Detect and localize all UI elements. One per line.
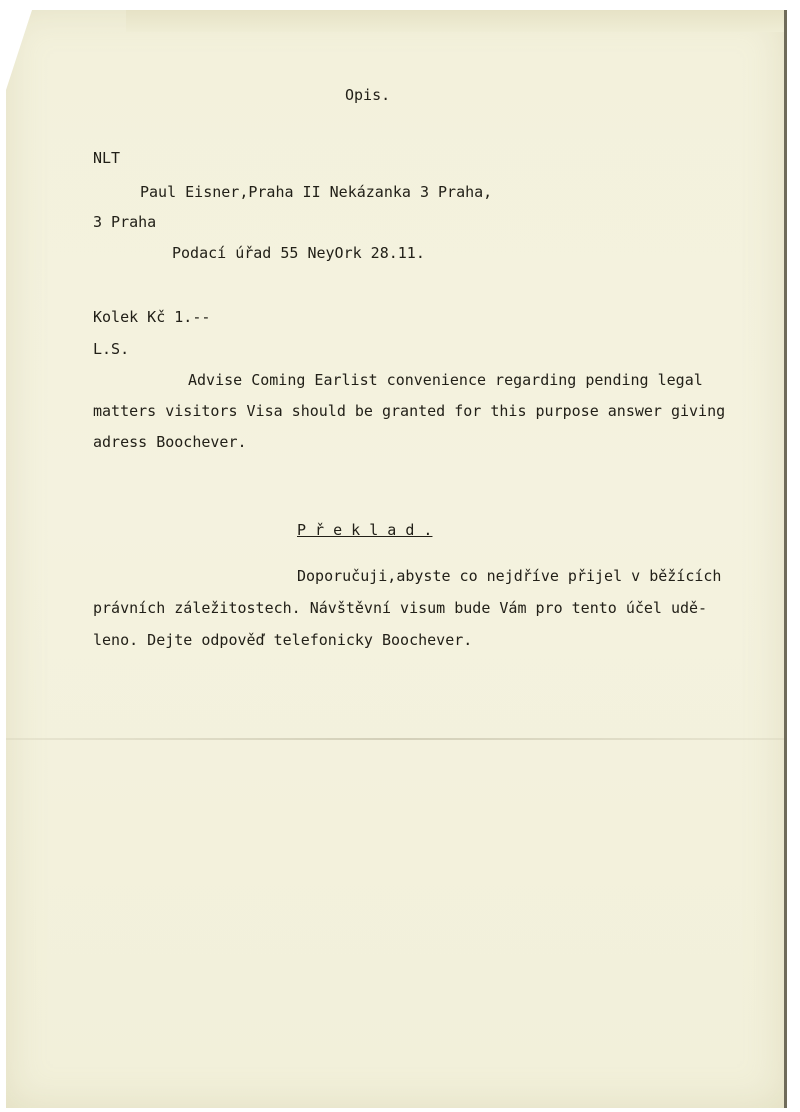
seal-line: L.S.	[93, 340, 130, 358]
top-paper-strip	[126, 10, 784, 32]
stamp-line: Kolek Kč 1.--	[93, 308, 211, 326]
translation-text-line-2: právních záležitostech. Návštěvní visum bude Vám pro tento účel udě-	[93, 599, 708, 617]
translation-heading: P ř e k l a d .	[297, 521, 433, 539]
paper-sheet	[6, 10, 787, 1108]
translation-text-line-3: leno. Dejte odpověď telefonicky Boochever.	[93, 631, 473, 649]
office-line: Podací úřad 55 NeyOrk 28.11.	[172, 244, 425, 262]
header-code: NLT	[93, 149, 121, 167]
document-title: Opis.	[345, 86, 391, 104]
translation-text-line-1: Doporučuji,abyste co nejdříve přijel v běžících	[297, 567, 722, 585]
address-line-1: Paul Eisner,Praha II Nekázanka 3 Praha,	[140, 183, 493, 201]
english-text-line-2: matters visitors Visa should be granted for this purpose answer giving	[93, 402, 726, 420]
english-text-line-3: adress Boochever.	[93, 433, 247, 451]
address-line-2: 3 Praha	[93, 213, 157, 231]
english-text-line-1: Advise Coming Earlist convenience regarding pending legal	[188, 371, 703, 389]
fold-crease	[6, 738, 784, 740]
torn-corner	[6, 10, 32, 90]
